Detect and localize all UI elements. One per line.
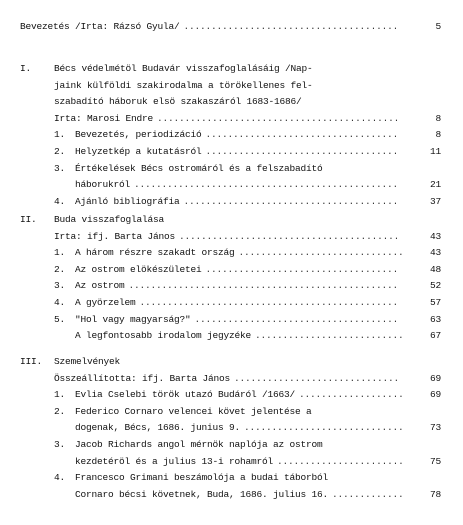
section-title: szabadító háboruk elsö szakaszáról 1683-1686/ [54, 96, 302, 108]
entry-number: 3. [54, 439, 66, 450]
dot-leader: ....................... [277, 455, 404, 467]
entry-title: Federico Cornaro velencei követ jelentése a [75, 405, 312, 417]
toc-line [0, 438, 463, 451]
entry-number: 5. [54, 313, 66, 325]
toc-line [0, 471, 463, 484]
toc-line [0, 79, 463, 92]
entry-title: Értékelések Bécs ostromáról és a felszabadító [75, 162, 323, 174]
page-number: 52 [429, 280, 441, 292]
entry-title: Ajánló bibliográfia [75, 195, 180, 207]
entry-number: 4. [54, 297, 66, 308]
entry-title: Bevezetés, periodizáció [75, 129, 202, 141]
entry-title: "Hol vagy magyarság?" [75, 313, 191, 325]
toc-line [0, 455, 463, 468]
section-title: jaink külföldi szakirodalma a törökellenes fel- [54, 79, 313, 91]
entry-number: 3. [54, 280, 66, 292]
page-number: 5 [435, 21, 441, 32]
entry-number: 1. [54, 247, 66, 259]
entry-title: dogenak, Bécs, 1686. junius 9. [75, 422, 241, 434]
entry-title: Evlia Cselebi török utazó Budáról /1663/ [75, 389, 296, 401]
toc-line [0, 195, 463, 208]
toc-line [0, 95, 463, 108]
section-number: II. [20, 214, 37, 225]
entry-number: 1. [54, 389, 66, 401]
page-number: 67 [429, 330, 441, 342]
entry-title: Az ostrom elökészületei [75, 263, 202, 275]
dot-leader: ................... [299, 389, 404, 401]
section-title: Buda visszafoglalása [54, 214, 165, 225]
dot-leader: ................................... [205, 146, 399, 157]
section-title: Szemelvények [54, 356, 121, 367]
toc-line [0, 329, 463, 342]
page-number: 75 [429, 455, 441, 467]
dot-leader: ................................................. [128, 280, 399, 292]
dot-leader: ....................................... [183, 195, 399, 207]
dot-leader: ................................... [205, 263, 399, 275]
page-number: 73 [429, 422, 441, 434]
toc-line [0, 355, 463, 368]
toc-line [0, 488, 463, 501]
page-number: 69 [429, 372, 441, 384]
page-number: 43 [429, 247, 441, 259]
toc-line [0, 313, 463, 326]
entry-title: kezdetéröl és a julius 13-i rohamról [75, 455, 274, 467]
toc-line [0, 230, 463, 243]
toc-line [0, 112, 463, 125]
toc-line [0, 279, 463, 292]
page-number: 78 [429, 488, 441, 500]
page-number: 57 [429, 297, 441, 308]
toc-line [0, 388, 463, 401]
section-author: Összeállította: ifj. Barta János [54, 372, 231, 384]
entry-title: Helyzetkép a kutatásról [75, 146, 202, 157]
dot-leader: ............................. [244, 422, 404, 434]
entry-title: A három részre szakadt ország [75, 247, 235, 259]
page-number: 48 [429, 263, 441, 275]
dot-leader: ............................................ [157, 112, 400, 124]
page-number: 69 [429, 389, 441, 401]
section-number: I. [20, 63, 32, 74]
entry-title: háborukról [75, 179, 131, 191]
page-number: 21 [429, 179, 441, 191]
entry-title: Cornaro bécsi követnek, Buda, 1686. julius 16. [75, 488, 329, 500]
toc-line [0, 162, 463, 175]
page-number: 63 [429, 313, 441, 325]
page-number: 37 [429, 195, 441, 207]
entry-title: A legfontosabb irodalom jegyzéke [75, 330, 252, 342]
dot-leader: .............................. [234, 372, 400, 384]
page-number: 8 [435, 112, 441, 124]
page-number: 8 [435, 129, 441, 141]
toc-line [0, 246, 463, 259]
dot-leader: ........................... [255, 330, 404, 342]
entry-number: 4. [54, 472, 66, 484]
toc-line [0, 178, 463, 191]
dot-leader: ................................... [205, 129, 399, 141]
dot-leader: ....................................... [183, 21, 399, 32]
entry-number: 2. [54, 146, 66, 157]
toc-line [0, 421, 463, 434]
toc-line [0, 62, 463, 75]
dot-leader: ................................................ [134, 179, 399, 191]
toc-line [0, 128, 463, 141]
dot-leader: ............. [332, 488, 404, 500]
entry-number: 2. [54, 405, 66, 417]
entry-title: Az ostrom [75, 280, 125, 292]
toc-line [0, 263, 463, 276]
toc-line [0, 372, 463, 385]
dot-leader: ............................................... [139, 297, 399, 308]
section-author: Irta: Marosi Endre [54, 112, 154, 124]
section-title: Bécs védelmétöl Budavár visszafoglalásáig /Nap- [54, 63, 313, 74]
entry-number: 3. [54, 162, 66, 174]
entry-title: A györzelem [75, 297, 136, 308]
entry-number: 2. [54, 263, 66, 275]
page-number: 43 [429, 230, 441, 242]
intro-title: Bevezetés /Irta: Rázsó Gyula/ [20, 21, 180, 32]
dot-leader: ........................................ [179, 230, 400, 242]
entry-number: 1. [54, 129, 66, 141]
section-author: Irta: ifj. Barta János [54, 230, 176, 242]
dot-leader: ..................................... [194, 313, 399, 325]
dot-leader: .............................. [238, 247, 404, 259]
entry-number: 4. [54, 195, 66, 207]
toc-line [0, 145, 463, 158]
page-number: 11 [429, 146, 441, 157]
toc-line [0, 20, 463, 33]
entry-title: Jacob Richards angol mérnök naplója az ostrom [75, 439, 323, 450]
toc-line [0, 296, 463, 309]
toc-line [0, 213, 463, 226]
toc-line [0, 405, 463, 418]
section-number: III. [20, 356, 43, 367]
entry-title: Francesco Grimani beszámolója a budai táborból [75, 472, 329, 484]
